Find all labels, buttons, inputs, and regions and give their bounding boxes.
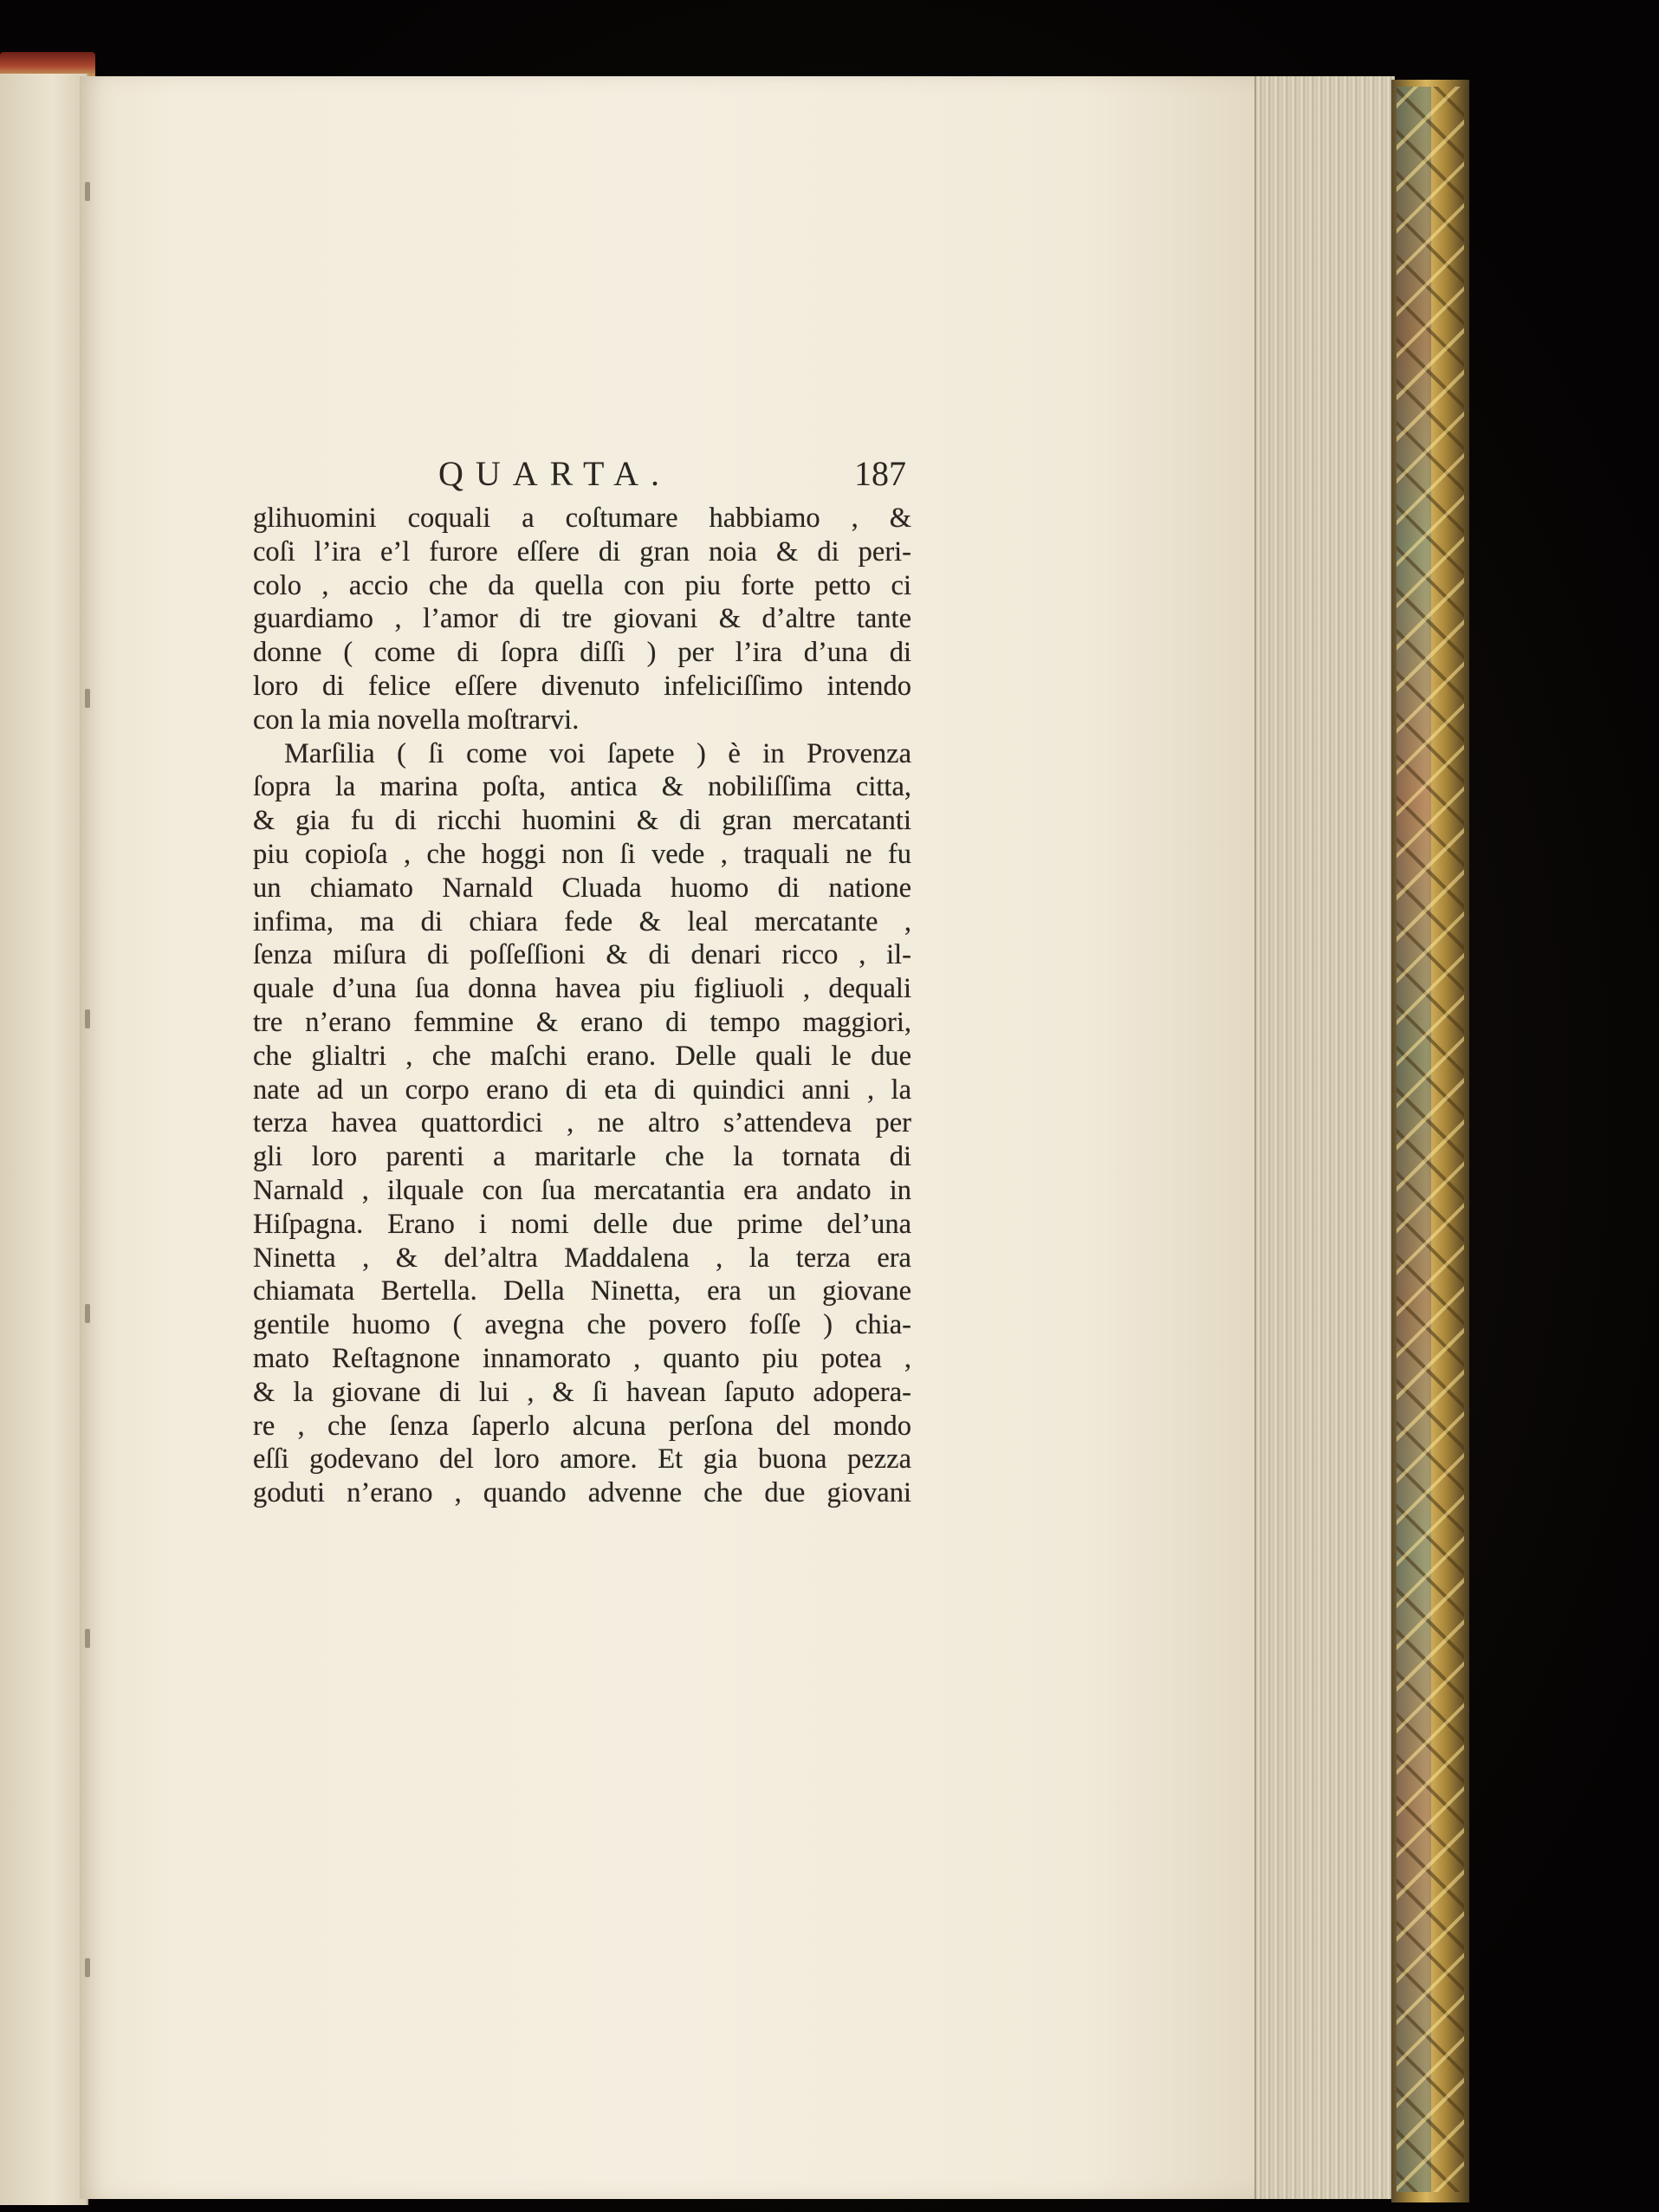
text-line: ſenza miſura di poſſeſſioni & di denari ricco , il- <box>253 939 911 971</box>
text-line: quale d’una ſua donna havea piu figliuoli , dequali <box>253 973 911 1005</box>
page-stack-fore-edge <box>1254 76 1395 2199</box>
text-line: terza havea quattordici , ne altro s’attendeva per <box>253 1107 911 1139</box>
text-line: Ninetta , & del’altra Maddalena , la terza era <box>253 1242 911 1274</box>
sewing-mark <box>85 1304 90 1323</box>
sewing-mark <box>85 1958 90 1977</box>
text-line: re , che ſenza ſaperlo alcuna perſona del mondo <box>253 1410 911 1442</box>
text-line: infima, ma di chiara fede & leal mercatante , <box>253 905 911 937</box>
running-head <box>253 446 911 502</box>
text-line: donne ( come di ſopra diſſi ) per l’ira d’una di <box>253 637 911 669</box>
text-line: piu copioſa , che hoggi non ſi vede , traquali ne fu <box>253 838 911 870</box>
text-line: gentile huomo ( avegna che povero foſſe ) chia- <box>253 1309 911 1341</box>
text-line: ſopra la marina poſta, antica & nobiliſſima citta, <box>253 771 911 803</box>
page-number: 187 <box>854 454 906 493</box>
text-line: tre n’erano femmine & erano di tempo maggiori, <box>253 1006 911 1038</box>
text-line: loro di felice eſſere divenuto infeliciſſimo intendo <box>253 670 911 702</box>
sewing-mark <box>85 182 90 201</box>
sewing-mark <box>85 689 90 708</box>
gilt-tooling-pattern <box>1397 87 1464 2192</box>
text-line: goduti n’erano , quando advenne che due giovani <box>253 1477 911 1509</box>
text-line: Narnald , ilquale con ſua mercatantia era andato in <box>253 1174 911 1206</box>
text-line: nate ad un corpo erano di eta di quindici anni , la <box>253 1074 911 1106</box>
text-line: che glialtri , che maſchi erano. Delle quali le due <box>253 1040 911 1072</box>
text-line: Hiſpagna. Erano i nomi delle due prime del’una <box>253 1208 911 1240</box>
previous-page-edge <box>0 74 88 2205</box>
text-line: & gia fu di ricchi huomini & di gran mercatanti <box>253 805 911 837</box>
text-line: chiamata Bertella. Della Ninetta, era un giovane <box>253 1275 911 1307</box>
text-line: mato Reſtagnone innamorato , quanto piu potea , <box>253 1342 911 1374</box>
running-head-title: QUARTA. <box>438 454 672 493</box>
text-line: coſi l’ira e’l furore eſſere di gran noia & di peri- <box>253 535 911 568</box>
sewing-mark <box>85 1009 90 1028</box>
text-line: colo , accio che da quella con piu forte petto ci <box>253 569 911 601</box>
text-line: glihuomini coquali a coſtumare habbiamo , & <box>253 503 911 534</box>
text-line: con la mia novella moſtrarvi. <box>253 704 580 736</box>
text-line: & la giovane di lui , & ſi havean ſaputo adopera- <box>253 1376 911 1408</box>
text-line: eſſi godevano del loro amore. Et gia buona pezza <box>253 1443 911 1476</box>
text-line: un chiamato Narnald Cluada huomo di natione <box>253 872 911 904</box>
text-line: gli loro parenti a maritarle che la tornata di <box>253 1141 911 1173</box>
text-block <box>253 446 911 1510</box>
text-line: guardiamo , l’amor di tre giovani & d’altre tante <box>253 603 911 635</box>
sewing-mark <box>85 1629 90 1648</box>
paragraph-first-line: Marſilia ( ſi come voi ſapete ) è in Provenza <box>284 737 911 769</box>
